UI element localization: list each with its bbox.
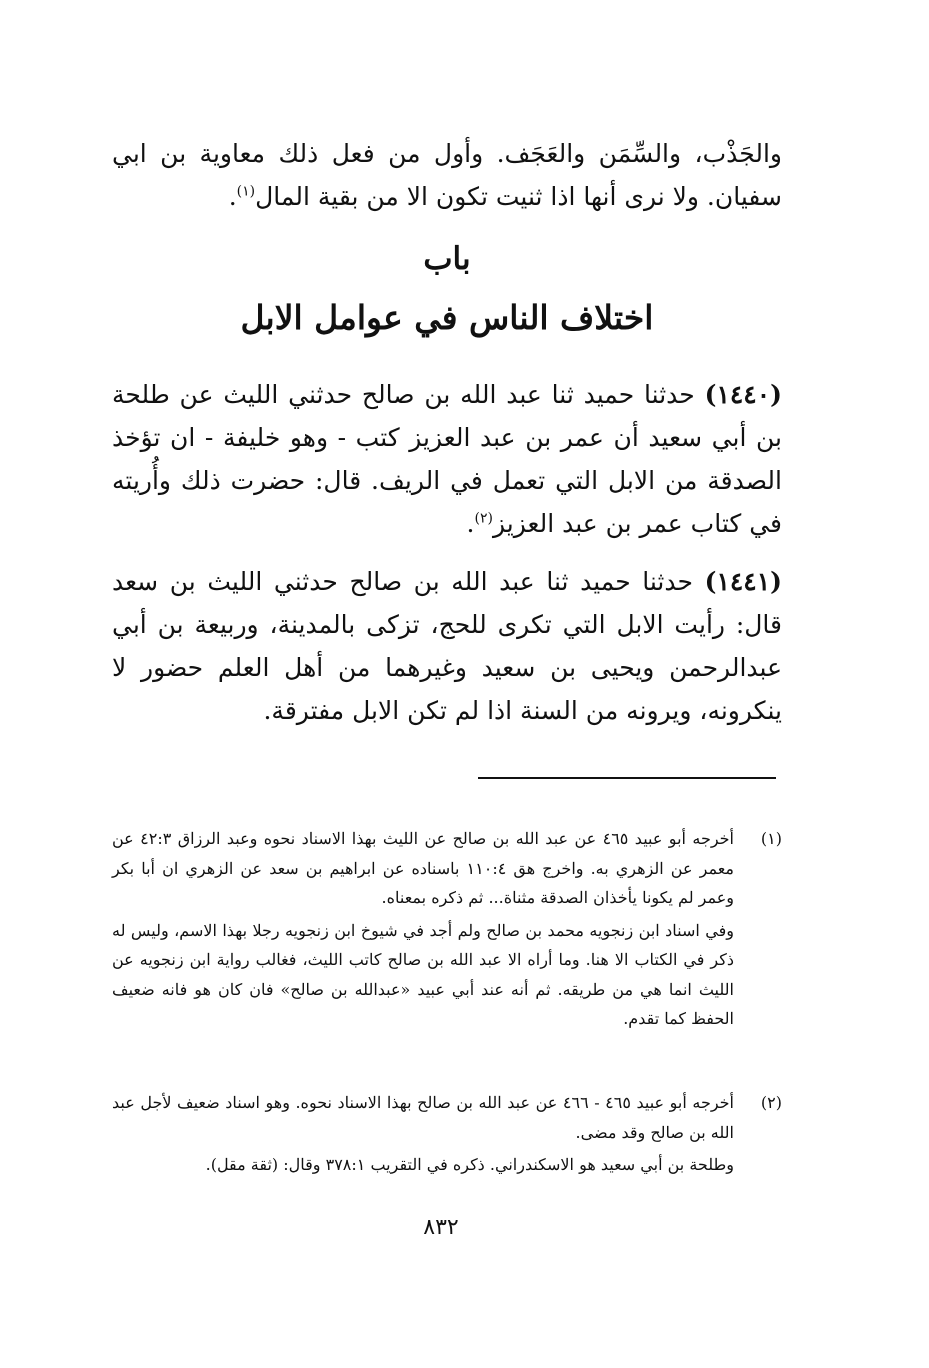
continuation-end: .	[228, 182, 237, 211]
footnote-number: (١)	[760, 829, 782, 848]
hadith-paragraph	[112, 560, 782, 732]
footnote-body	[112, 824, 734, 1034]
continuation-text: والجَذْب، والسِّمَن والعَجَف. وأول من فعل ذلك معاوية بن ابي سفيان. ولا نرى أنها اذا ثنيت تكون الا من بقية المال	[112, 139, 782, 211]
footnote-separator	[478, 777, 776, 779]
hadith-number: (١٤٤٠)	[704, 380, 782, 409]
footnote-ref-2: (٢)	[474, 510, 493, 527]
chapter-title: اختلاف الناس في عوامل الابل	[240, 298, 654, 337]
continuation-paragraph	[112, 132, 782, 218]
hadith-text: حدثنا حميد ثنا عبد الله بن صالح حدثني الليث بن سعد قال: رأيت الابل التي تكرى للحج، تزكى بالمدينة، وربيعة بن أبي عبدالرحمن ويحيى بن سعيد وغيرهما من أهل العلم حضور لا ينكرونه، ويرونه من السنة اذا لم تكن الابل مفترقة.	[112, 567, 782, 725]
page-number: ٨٣٢	[423, 1215, 459, 1240]
footnote-body	[112, 1088, 734, 1180]
footnote	[112, 1088, 782, 1180]
chapter-label: باب	[423, 241, 471, 277]
hadith-text: حدثنا حميد ثنا عبد الله بن صالح حدثني الليث عن طلحة بن أبي سعيد أن عمر بن عبد العزيز كتب - وهو خليفة - ان تؤخذ الصدقة من الابل التي تعمل في الريف. قال: حضرت ذلك وأُريته في كتاب عمر بن عبد العزيز	[112, 380, 782, 538]
footnote-paragraph: وفي اسناد ابن زنجويه محمد بن صالح ولم أجد في شيوخ ابن زنجويه رجلا بهذا الاسم، وليس له ذكر في الكتاب الا هنا. وما أراه الا عبد الله بن صالح كاتب الليث، فغالب رواية ابن زنجويه عن الليث انما هي من طريقه. ثم أنه عند أبي عبيد «عبدالله بن صالح» فان كان هو فانه ضعيف الحفظ كما تقدم.	[112, 920, 734, 1028]
footnote-ref-1: (١)	[236, 183, 256, 200]
footnote-number: (٢)	[760, 1093, 782, 1112]
hadith-paragraph	[112, 373, 782, 545]
footnote	[112, 824, 782, 1034]
footnote-paragraph: وطلحة بن أبي سعيد هو الاسكندراني. ذكره في التقريب ٣٧٨:١ وقال: (ثقة مقل).	[205, 1155, 734, 1174]
footnote-paragraph: أخرجه أبو عبيد ٤٦٥ عن عبد الله بن صالح عن الليث بهذا الاسناد نحوه وعبد الرزاق ٤٢:٣ عن معمر عن الزهري به. واخرج هق ١١٠:٤ باسناده عن ابراهيم بن سعد عن الزهري ان أبا بكر وعمر لم يكونا يأخذان الصدقة مثناة... ثم ذكره بمعناه.	[112, 829, 735, 907]
hadith-end: .	[466, 509, 475, 538]
footnote-paragraph: أخرجه أبو عبيد ٤٦٥ - ٤٦٦ عن عبد الله بن صالح بهذا الاسناد نحوه. وهو اسناد ضعيف لأجل عبد الله بن صالح وقد مضى.	[112, 1093, 735, 1142]
hadith-number: (١٤٤١)	[704, 567, 782, 596]
